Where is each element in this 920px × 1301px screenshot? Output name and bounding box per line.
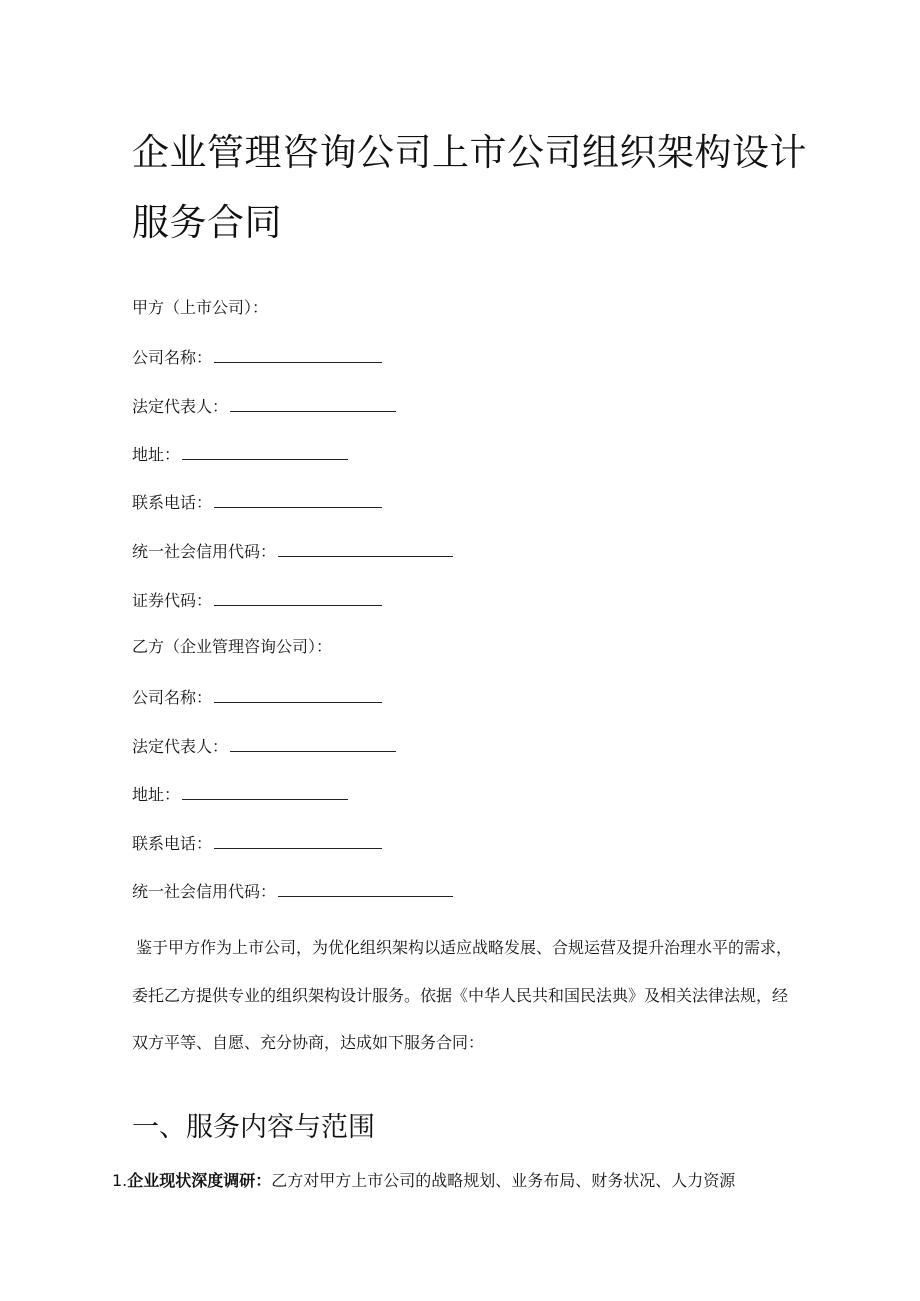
item-1-number: 1.: [112, 1171, 128, 1190]
party-b-credit-code-blank[interactable]: [278, 878, 453, 897]
party-b-legal-rep-field: [132, 733, 396, 759]
document-title: 企业管理咨询公司上市公司组织架构设计服务合同: [132, 131, 807, 244]
party-b-address-blank[interactable]: [182, 781, 348, 800]
party-b-phone-field: [132, 830, 382, 856]
party-a-stock-code-blank[interactable]: [214, 587, 382, 606]
section-1-item-1: [112, 1168, 735, 1194]
party-a-credit-code-label: 统一社会信用代码：: [132, 542, 277, 561]
party-a-address-field: [132, 441, 348, 467]
party-a-stock-code-field: [132, 587, 382, 613]
party-a-phone-field: [132, 489, 382, 515]
party-a-legal-rep-blank[interactable]: [230, 393, 396, 412]
section-1-heading: 一、服务内容与范围: [132, 1112, 375, 1143]
preamble-paragraph: 鉴于甲方作为上市公司，为优化组织架构以适应战略发展、合规运营及提升治理水平的需求，委托乙方提供专业的组织架构设计服务。依据《中华人民共和国民法典》及相关法律法规，经双方平等、自愿、充分协商，达成如下服务合同：: [132, 938, 793, 1052]
party-a-company-name-label: 公司名称：: [132, 348, 213, 367]
party-b-phone-blank[interactable]: [214, 830, 382, 849]
party-a-credit-code-blank[interactable]: [278, 538, 453, 557]
party-a-heading: 甲方（上市公司）：: [132, 298, 269, 317]
party-a-address-label: 地址：: [132, 445, 181, 464]
party-a-legal-rep-field: [132, 393, 396, 419]
party-b-address-label: 地址：: [132, 785, 181, 804]
party-a-phone-label: 联系电话：: [132, 493, 213, 512]
party-a-legal-rep-label: 法定代表人：: [132, 397, 229, 416]
party-a-address-blank[interactable]: [182, 441, 348, 460]
party-a-credit-code-field: [132, 538, 453, 564]
item-1-title: 企业现状深度调研：: [127, 1171, 272, 1190]
party-b-company-name-blank[interactable]: [214, 684, 382, 703]
party-b-credit-code-label: 统一社会信用代码：: [132, 882, 277, 901]
party-b-heading: 乙方（企业管理咨询公司）：: [132, 637, 333, 656]
party-a-company-name-field: [132, 344, 382, 370]
party-b-phone-label: 联系电话：: [132, 834, 213, 853]
party-a-stock-code-label: 证券代码：: [132, 591, 213, 610]
item-1-text: 乙方对甲方上市公司的战略规划、业务布局、财务状况、人力资源: [271, 1171, 736, 1190]
party-b-legal-rep-blank[interactable]: [230, 733, 396, 752]
party-a-company-name-blank[interactable]: [214, 344, 382, 363]
party-b-company-name-field: [132, 684, 382, 710]
party-b-company-name-label: 公司名称：: [132, 688, 213, 707]
party-b-legal-rep-label: 法定代表人：: [132, 737, 229, 756]
party-b-credit-code-field: [132, 878, 453, 904]
party-b-address-field: [132, 781, 348, 807]
party-a-phone-blank[interactable]: [214, 489, 382, 508]
